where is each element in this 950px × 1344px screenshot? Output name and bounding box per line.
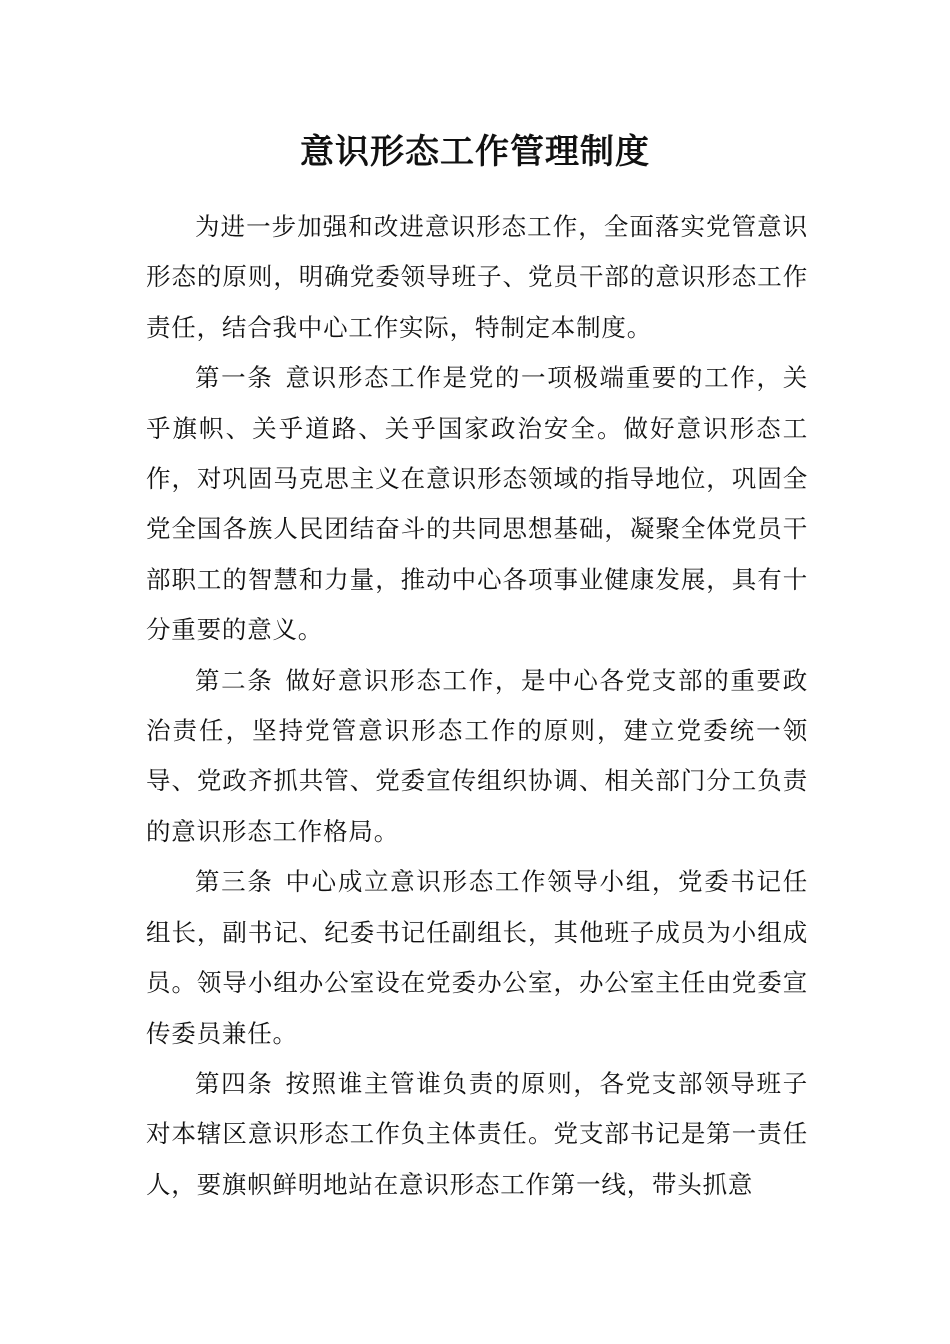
article-4-label: 第四条	[195, 1068, 274, 1098]
article-2-text: 做好意识形态工作，是中心各党支部的重要政治责任，坚持党管意识形态工作的原则，建立党委统一领导、党政齐抓共管、党委宣传组织协调、相关部门分工负责的意识形态工作格局。	[146, 665, 809, 846]
article-4-paragraph	[146, 1059, 808, 1210]
article-1-label: 第一条	[195, 363, 274, 393]
article-1-paragraph	[146, 353, 808, 655]
article-1-text: 意识形态工作是党的一项极端重要的工作，关乎旗帜、关乎道路、关乎国家政治安全。做好意识形态工作，对巩固马克思主义在意识形态领域的指导地位，巩固全党全国各族人民团结奋斗的共同思想基础，凝聚全体党员干部职工的智慧和力量，推动中心各项事业健康发展，具有十分重要的意义。	[146, 363, 809, 645]
article-2-label: 第二条	[195, 665, 274, 695]
document-body	[146, 202, 808, 1210]
article-3-label: 第三条	[195, 867, 274, 897]
article-2-paragraph	[146, 656, 808, 858]
article-4-text: 按照谁主管谁负责的原则，各党支部领导班子对本辖区意识形态工作负主体责任。党支部书记是第一责任人，要旗帜鲜明地站在意识形态工作第一线，带头抓意	[146, 1068, 809, 1199]
article-3-text: 中心成立意识形态工作领导小组，党委书记任组长，副书记、纪委书记任副组长，其他班子成员为小组成员。领导小组办公室设在党委办公室，办公室主任由党委宣传委员兼任。	[146, 867, 809, 1048]
intro-paragraph: 为进一步加强和改进意识形态工作，全面落实党管意识形态的原则，明确党委领导班子、党员干部的意识形态工作责任，结合我中心工作实际，特制定本制度。	[146, 212, 808, 342]
document-title: 意识形态工作管理制度	[300, 132, 650, 172]
article-3-paragraph	[146, 857, 808, 1059]
